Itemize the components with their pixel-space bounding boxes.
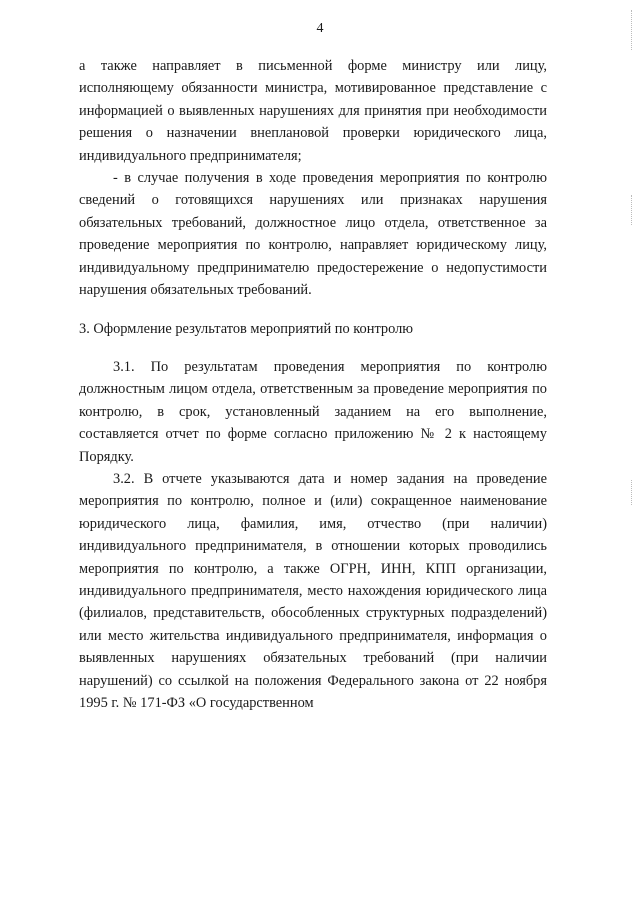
paragraph-warning: - в случае получения в ходе проведения мероприятия по контролю сведений о готовящихся нарушениях или признаках нарушения обязательных требований, должностное лицо отдела, ответственное за проведение мероприятия по контролю, направляет юридическому лицу, индивидуальному предпринимателю предостережение о недопустимости нарушения обязательных требований. bbox=[79, 170, 547, 299]
document-body bbox=[79, 55, 547, 714]
paragraph-3-2: 3.2. В отчете указываются дата и номер задания на проведение мероприятия по контролю, полное и (или) сокращенное наименование юридического лица, фамилия, имя, отчество (при наличии) индивидуального предпринимателя, в отношении которых проводились мероприятия по контролю, а также ОГРН, ИНН, КПП организации, индивидуального предпринимателя, место нахождения юридического лица (филиалов, представительств, обособленных структурных подразделений) или место жительства индивидуального предпринимателя, информация о выявленных нарушениях обязательных требований (при наличии нарушений) со ссылкой на положения Федерального закона от 22 ноября 1995 г. № 171-ФЗ «О государственном bbox=[79, 470, 547, 711]
scan-artifact bbox=[629, 10, 632, 50]
page-number: 4 bbox=[316, 21, 324, 36]
paragraph-continuation: а также направляет в письменной форме министру или лицу, исполняющему обязанности министра, мотивированное представление с информацией о выявленных нарушениях для принятия при необходимости решения о назначении внеплановой проверки юридического лица, индивидуального предпринимателя; bbox=[79, 58, 547, 164]
paragraph-3-1: 3.1. По результатам проведения мероприятия по контролю должностным лицом отдела, ответственным за проведение мероприятия по контролю, в срок, установленный заданием на его выполнение, составляется отчет по форме согласно приложению № 2 к настоящему Порядку. bbox=[79, 358, 547, 465]
section-heading: 3. Оформление результатов мероприятий по контролю bbox=[79, 321, 414, 338]
scan-artifact bbox=[629, 195, 632, 225]
scan-artifact bbox=[629, 480, 632, 505]
